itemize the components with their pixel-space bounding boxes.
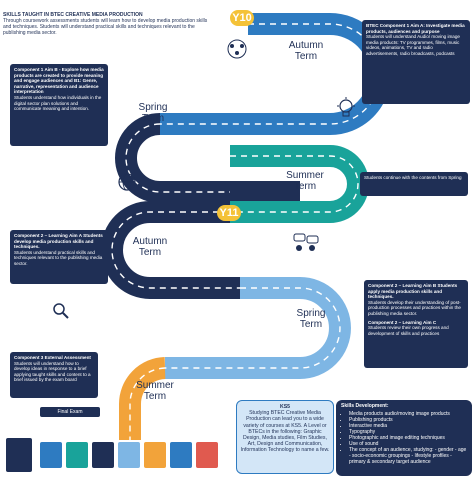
component-2a-box	[10, 230, 108, 284]
skills-box	[336, 400, 472, 476]
skill-item: • Typography	[349, 429, 467, 435]
skill-item: • The concept of an audience, studying: - gender - age - socio-economic groupings - lifestyle profiles - primary & secondary target audience	[349, 447, 467, 465]
component-1b-body: Students understand how individuals in the digital sector plan solutions and communicate meaning and intention.	[14, 94, 102, 112]
component-1a-box	[362, 20, 470, 104]
intro-body: Through coursework assessments students will learn how to develop media production skills and techniques. Students will understand practical skills and techniques relevant to the publishing media sector.	[3, 18, 208, 36]
component-1b-title: Component 1 Aim B - Explore how media products are created to provide meaning and engage audiences and B1: Genre, narrative, representation and audience interpretation	[14, 67, 104, 95]
partner-logo	[118, 442, 140, 468]
skills-list	[341, 411, 467, 465]
intro-text	[3, 12, 216, 36]
globe-icon	[117, 172, 137, 192]
skills-title: Skills Development:	[341, 403, 389, 409]
partner-logo	[92, 442, 114, 468]
skill-item: • Publishing products	[349, 417, 467, 423]
component-1a-title: BTEC Component 1 Aim A: Investigate media products, audiences and purpose	[366, 23, 465, 34]
component-2b-title: Component 2 – Learning Aim B Students apply media production skills and techniques.	[368, 283, 458, 300]
term-spring-y11: Spring Term	[296, 308, 326, 330]
component-3-box	[10, 352, 98, 398]
skill-item: • Photographic and image editing techniques	[349, 435, 467, 441]
ks5-body: Studying BTEC Creative Media Production can lead you to a wide variety of courses at KS5. A Level or BTECs in the following: Graphic Design, Media studies, Film Studies, Art, Design and Communication, Information Technology to name a few.	[240, 410, 330, 454]
component-2b-box	[364, 280, 468, 368]
component-2c-body: Students review their own progress and development of skills and practices	[368, 325, 449, 336]
term-summer-y11: Summer Term	[136, 380, 174, 402]
road-summer-2	[130, 368, 165, 440]
component-1b-box	[10, 64, 108, 146]
ks5-box	[236, 400, 334, 474]
year-11-badge: Y11	[217, 205, 241, 221]
year-10-badge: Y10	[230, 10, 254, 26]
ks5-title: KS5	[279, 404, 291, 410]
lightbulb-icon	[336, 96, 356, 120]
magnifier-icon	[52, 302, 70, 320]
term-autumn-y11: Autumn Term	[132, 236, 168, 258]
partner-logo	[40, 442, 62, 468]
school-logo	[6, 438, 32, 472]
intro-title: SKILLS TAUGHT IN BTEC CREATIVE MEDIA PRODUCTION	[3, 12, 143, 18]
skill-item: • Use of sound	[349, 441, 467, 447]
continue-body: Students continue with the contents from Spring	[364, 175, 462, 180]
component-3-title: Component 3 External Assessment	[14, 355, 91, 360]
continue-box	[360, 172, 468, 196]
component-2a-title: Component 2 – Learning Aim A Students develop media production skills and techniques.	[14, 233, 103, 250]
component-2c-title: Component 2 – Learning Aim C	[368, 319, 437, 325]
partner-logo	[196, 442, 218, 468]
partner-logo	[144, 442, 166, 468]
component-1a-body: Students will understand Audio/ moving image media products: TV programmes, films, music videos, animations, TV and radio advertisements, radio broadcasts, podcasts	[366, 34, 460, 56]
skill-item: • Media products audio/moving image products	[349, 411, 467, 417]
chat-people-icon	[292, 232, 320, 258]
skill-item: • Interactive media	[349, 423, 467, 429]
component-2b-body: Students develop their understanding of post-production processes and practices within the publishing media sector.	[368, 299, 461, 316]
people-network-icon	[226, 38, 248, 60]
component-2a-body: Students understand practical skills and techniques relevant to the publishing media sector.	[14, 249, 103, 266]
final-exam-label: Final Exam	[40, 407, 100, 417]
term-spring-y10: Spring Term	[138, 102, 168, 124]
partner-logo	[170, 442, 192, 468]
term-summer-y10: Summer Term	[286, 170, 324, 192]
component-3-body: Students will understand how to develop ideas in response to a brief applying taught skills and content to a brief issued by the exam board	[14, 360, 91, 383]
partner-logo	[66, 442, 88, 468]
term-autumn-y10: Autumn Term	[288, 40, 324, 62]
